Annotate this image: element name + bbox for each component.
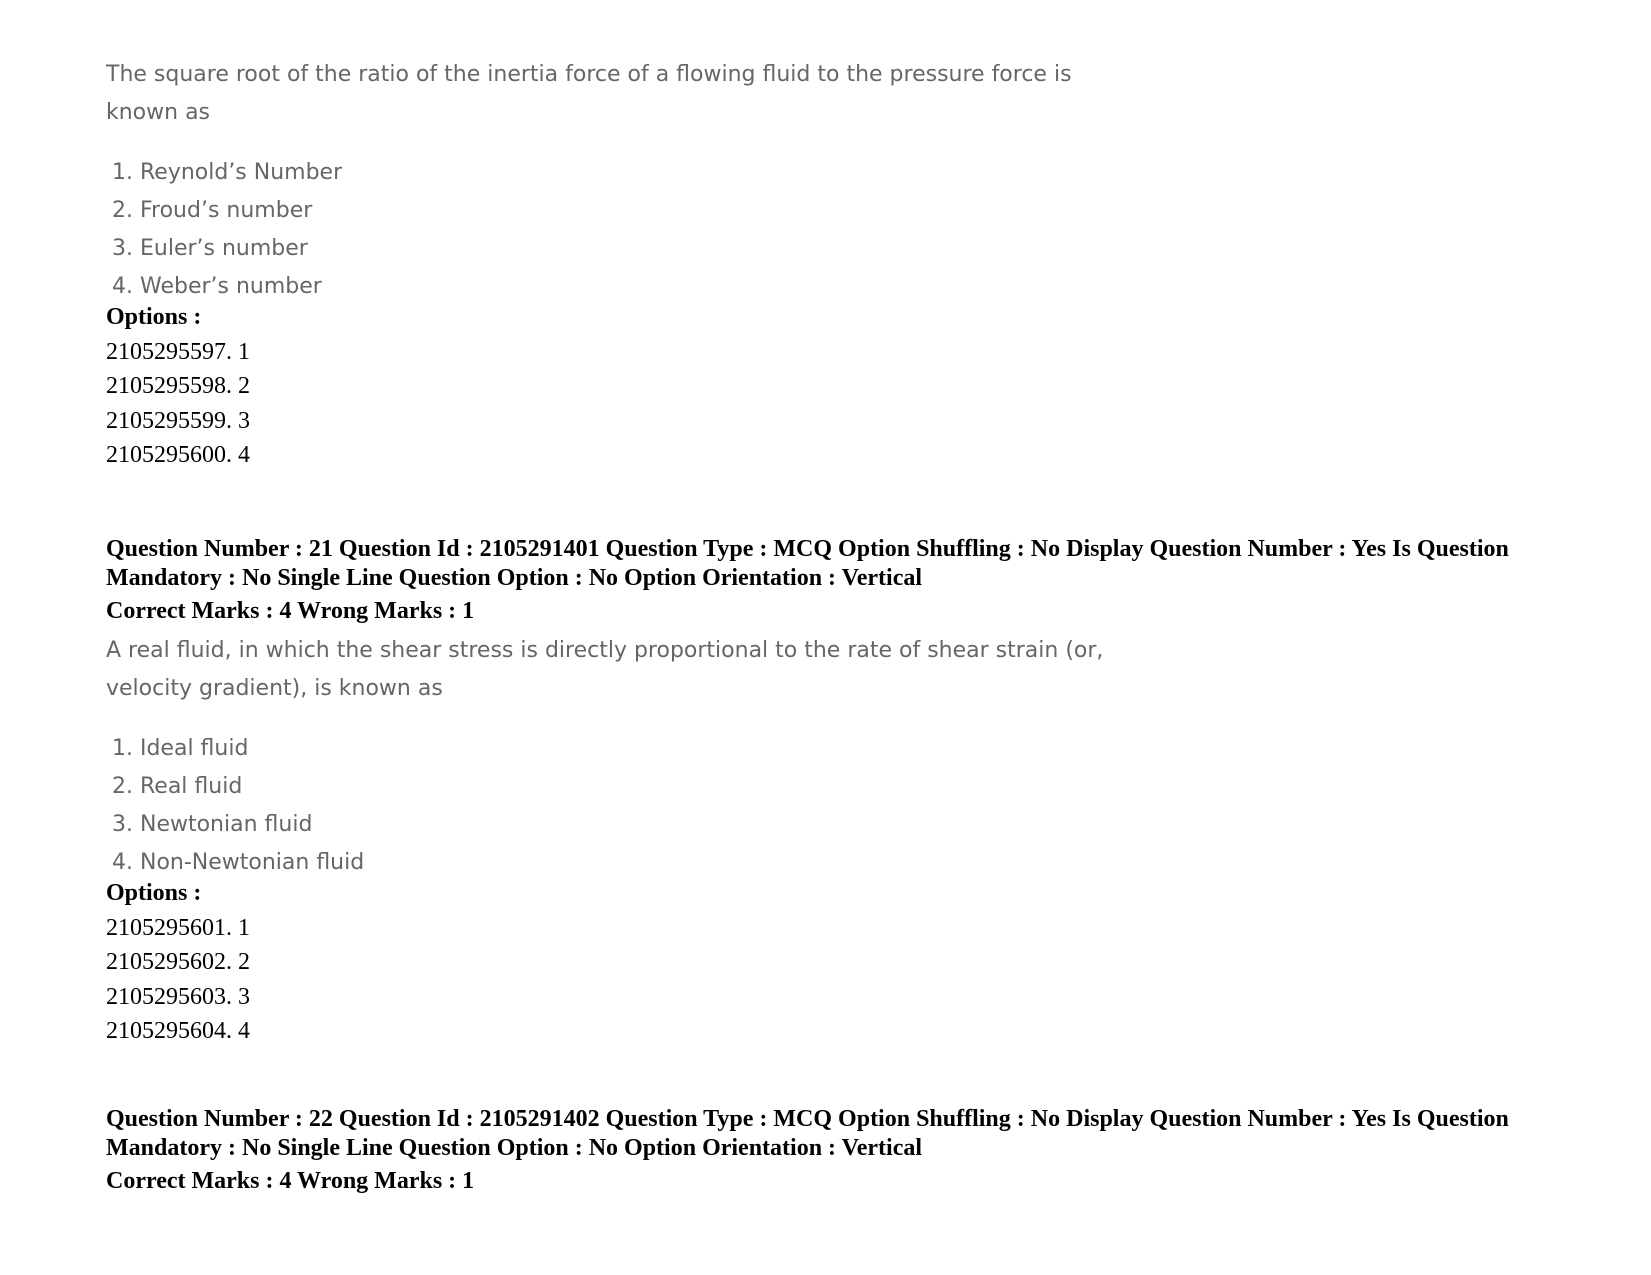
option-item: 2105295598. 2	[106, 373, 250, 399]
options-label: Options :	[106, 304, 202, 330]
question-text: The square root of the ratio of the inertia force of a flowing fluid to the pressure force is known as	[106, 62, 1072, 125]
choice-list	[106, 154, 1126, 306]
options-block	[106, 876, 1546, 1049]
option-item: 2105295600. 4	[106, 442, 250, 468]
option-item: 2105295604. 4	[106, 1018, 250, 1044]
choice-item: 3. Newtonian fluid	[112, 812, 313, 837]
question-meta: Question Number : 22 Question Id : 2105291402 Question Type : MCQ Option Shuffling : No Display Question Number : Yes Is Question Mandatory : No Single Line Question Option : No Option Orientation : Vertical	[106, 1106, 1509, 1161]
choice-item: 2. Froud’s number	[112, 198, 313, 223]
question-marks: Correct Marks : 4 Wrong Marks : 1	[106, 598, 475, 624]
choice-item: 1. Ideal fluid	[112, 736, 249, 761]
choice-item: 4. Weber’s number	[112, 274, 322, 299]
question-21	[106, 535, 1546, 1049]
choice-item: 1. Reynold’s Number	[112, 160, 343, 185]
question-20	[106, 56, 1126, 473]
options-block	[106, 300, 1126, 473]
choice-item: 2. Real fluid	[112, 774, 243, 799]
option-item: 2105295601. 1	[106, 914, 250, 941]
choice-item: 4. Non-Newtonian fluid	[112, 850, 365, 875]
question-meta: Question Number : 21 Question Id : 2105291401 Question Type : MCQ Option Shuffling : No Display Question Number : Yes Is Question Mandatory : No Single Line Question Option : No Option Orientation : Vertical	[106, 536, 1509, 591]
option-item: 2105295597. 1	[106, 338, 250, 365]
question-text: A real fluid, in which the shear stress is directly proportional to the rate of shear strain (or, velocity gradient), is known as	[106, 638, 1104, 701]
choice-item: 3. Euler’s number	[112, 236, 308, 261]
choice-list	[106, 730, 1546, 882]
option-item: 2105295599. 3	[106, 407, 250, 434]
question-marks: Correct Marks : 4 Wrong Marks : 1	[106, 1168, 475, 1194]
option-item: 2105295602. 2	[106, 949, 250, 975]
option-item: 2105295603. 3	[106, 983, 250, 1010]
options-label: Options :	[106, 880, 202, 906]
question-22	[106, 1105, 1546, 1196]
